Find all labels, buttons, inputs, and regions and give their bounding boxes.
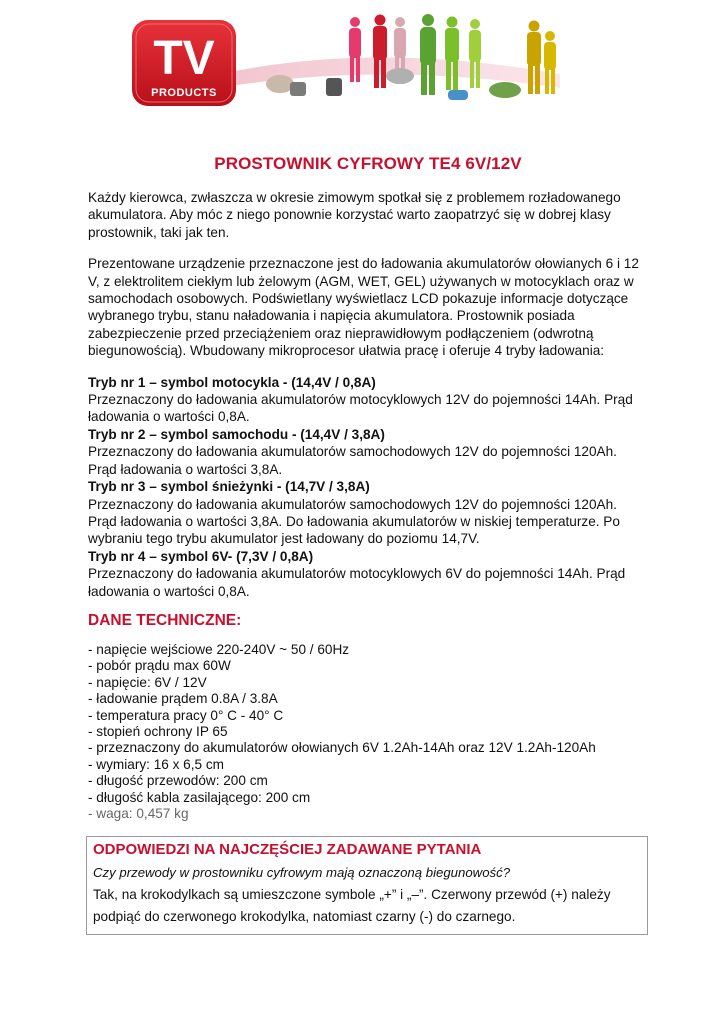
faq-answer: Tak, na krokodylkach są umieszczone symbole „+” i „–”. Czerwony przewód (+) należy podpiąć do czerwonego krokodylka, natomiast czarny (-) do czarnego. xyxy=(93,887,611,924)
mode-heading: Tryb nr 2 – symbol samochodu - (14,4V / 3,8A) xyxy=(88,426,385,442)
spec-item: - pobór prądu max 60W xyxy=(88,658,231,674)
faq-box xyxy=(86,836,648,935)
faq-title: ODPOWIEDZI NA NAJCZĘŚCIEJ ZADAWANE PYTANIA xyxy=(93,841,482,858)
main-content xyxy=(88,154,648,822)
spec-item: - długość kabla zasilającego: 200 cm xyxy=(88,789,311,805)
mode-heading: Tryb nr 4 – symbol 6V- (7,3V / 0,8A) xyxy=(88,548,314,564)
charging-modes xyxy=(88,374,648,600)
spec-list xyxy=(88,642,648,822)
mode-text: Przeznaczony do ładowania akumulatorów motocyklowych 12V do pojemności 14Ah. Prąd ładowania o wartości 0,8A. xyxy=(88,392,633,425)
spec-item: - napięcie wejściowe 220-240V ~ 50 / 60Hz xyxy=(88,641,350,657)
description-paragraph: Prezentowane urządzenie przeznaczone jest do ładowania akumulatorów ołowianych 6 i 12 V, z elektrolitem ciekłym lub żelowym (AGM, WET, GEL) używanych w motocyklach oraz w samochodach osobowych. Podświetlany wyświetlacz LCD pokazuje informacje dotyczące wybranego trybu, stanu naładowania i napięcia akumulatora. Prostownik posiada zabezpieczenie przed przeciążeniem oraz nieprawidłowym podłączeniem (odwrotną biegunowością). Wbudowany mikroprocesor ułatwia pracę i oferuje 4 tryby ładowania: xyxy=(88,256,639,359)
spec-item: - długość przewodów: 200 cm xyxy=(88,773,268,789)
tech-data-heading: DANE TECHNICZNE: xyxy=(88,611,242,629)
spec-item: - stopień ochrony IP 65 xyxy=(88,723,228,739)
spec-item: - napięcie: 6V / 12V xyxy=(88,674,207,690)
spec-item: - waga: 0,457 kg xyxy=(88,806,189,821)
spec-item: - ładowanie prądem 0.8A / 3.8A xyxy=(88,691,278,707)
mode-text: Przeznaczony do ładowania akumulatorów samochodowych 12V do pojemności 120Ah. Prąd ładowania o wartości 3,8A. Do ładowania akumulatorów w niskiej temperaturze. Po wybraniu tego trybu akumulator jest ładowany do poziomu 14,7V. xyxy=(88,496,620,547)
spec-item: - przeznaczony do akumulatorów ołowianych 6V 1.2Ah-14Ah oraz 12V 1.2Ah-120Ah xyxy=(88,740,596,756)
spec-item: - wymiary: 16 x 6,5 cm xyxy=(88,756,224,772)
spec-item: - temperatura pracy 0° C - 40° C xyxy=(88,707,284,723)
mode-heading: Tryb nr 1 – symbol motocykla - (14,4V / 0,8A) xyxy=(88,374,376,390)
intro-paragraph: Każdy kierowca, zwłaszcza w okresie zimowym spotkał się z problemem rozładowanego akumulatora. Aby móc z niego ponownie korzystać warto zaopatrzyć się w dobrej klasy prostownik, taki jak ten. xyxy=(88,190,621,240)
mode-heading: Tryb nr 3 – symbol śnieżynki - (14,7V / 3,8A) xyxy=(88,479,370,495)
mode-text: Przeznaczony do ładowania akumulatorów motocyklowych 6V do pojemności 14Ah. Prąd ładowania o wartości 0,8A. xyxy=(88,566,626,599)
svg-text:TV: TV xyxy=(153,32,215,85)
mode-text: Przeznaczony do ładowania akumulatorów samochodowych 12V do pojemności 120Ah. Prąd ładowania o wartości 3,8A. xyxy=(88,444,617,477)
faq-question: Czy przewody w prostowniku cyfrowym mają oznaczoną biegunowość? xyxy=(93,865,511,880)
tv-products-banner xyxy=(130,12,570,112)
page-title: PROSTOWNIK CYFROWY TE4 6V/12V xyxy=(214,154,522,173)
tv-products-logo xyxy=(132,20,236,106)
svg-text:PRODUCTS: PRODUCTS xyxy=(151,87,217,99)
